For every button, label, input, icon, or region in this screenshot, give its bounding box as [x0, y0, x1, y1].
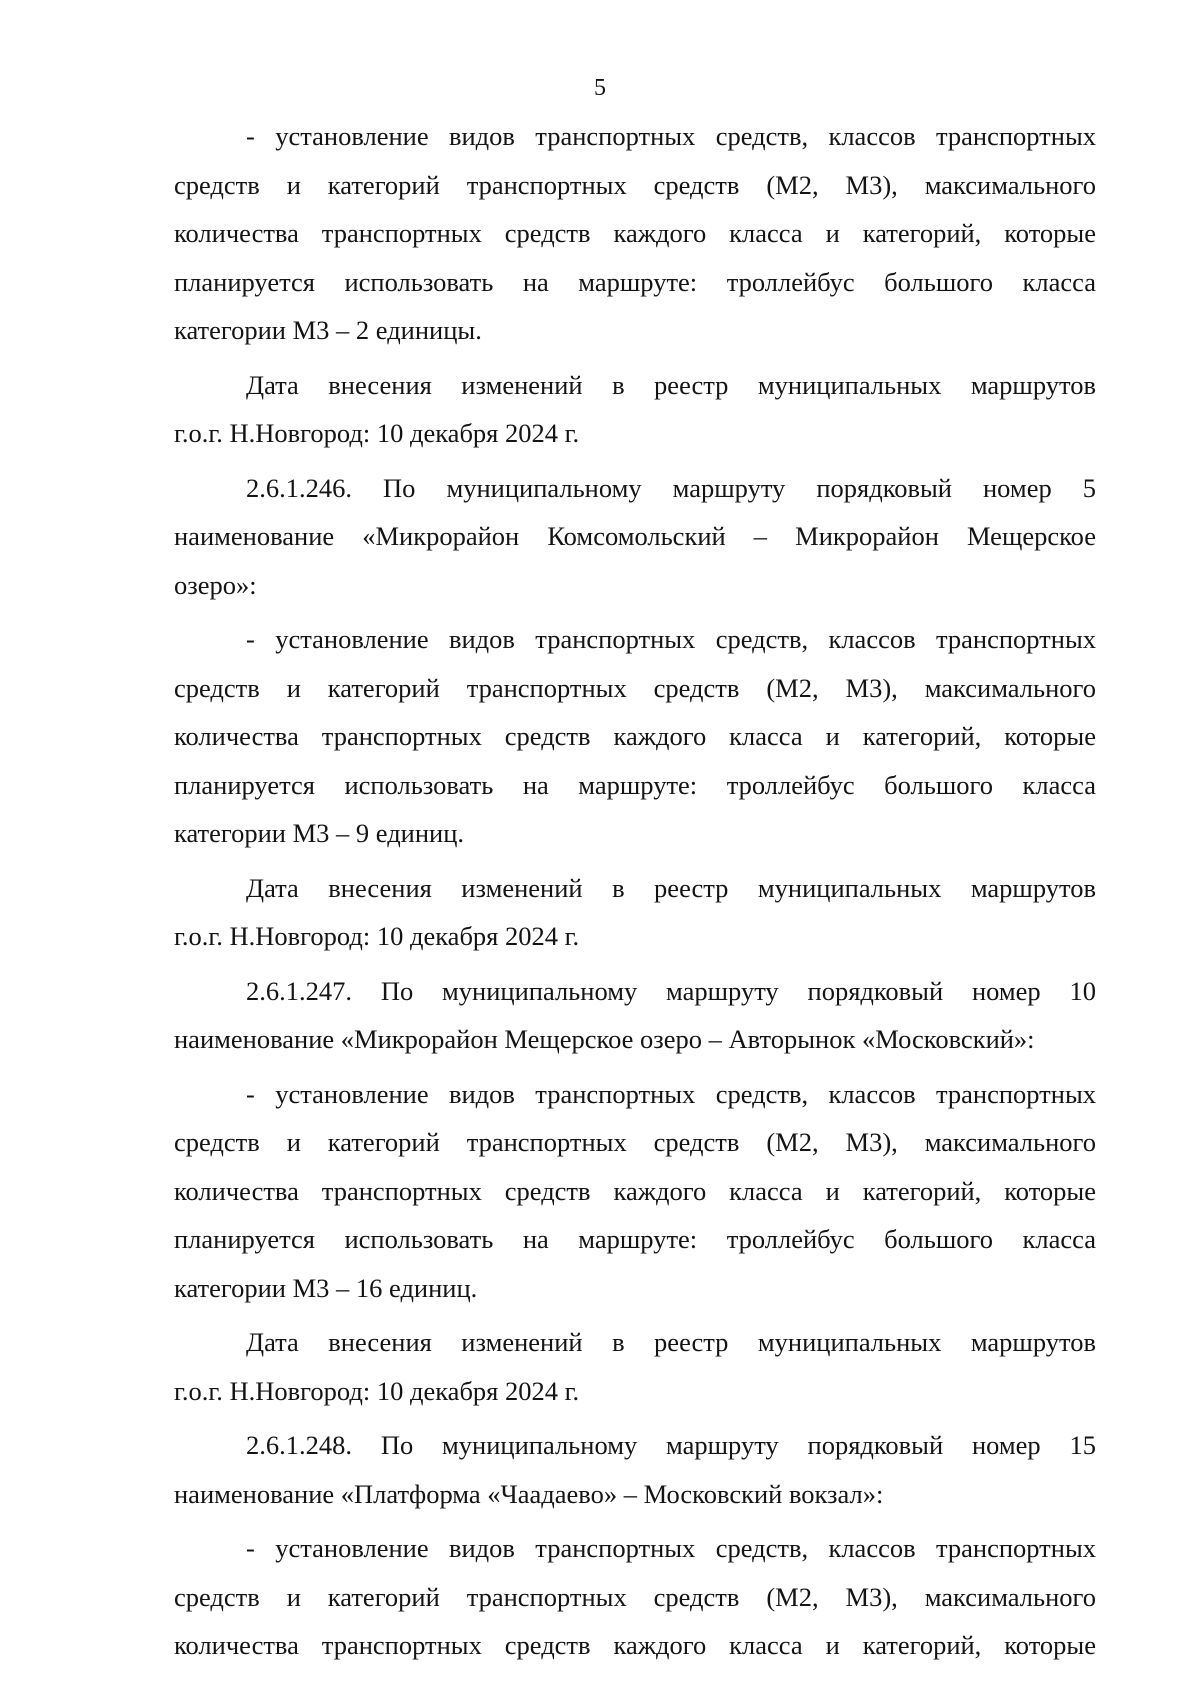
paragraph — [174, 1524, 1096, 1670]
text-line: категории М3 – 2 единицы. — [174, 315, 482, 345]
text-line: г.о.г. Н.Новгород: 10 декабря 2024 г. — [174, 921, 580, 951]
text-line: - установление видов транспортных средств, классов транспортных — [246, 1078, 1096, 1109]
text-line: планируется использовать на маршруте: троллейбус большого класса — [174, 769, 1096, 800]
text-line: количества транспортных средств каждого класса и категорий, которые — [174, 1175, 1096, 1206]
text-line: средств и категорий транспортных средств (М2, М3), максимального — [174, 1581, 1096, 1612]
text-line: средств и категорий транспортных средств (М2, М3), максимального — [174, 672, 1096, 703]
text-line: г.о.г. Н.Новгород: 10 декабря 2024 г. — [174, 1375, 580, 1406]
text-line: средств и категорий транспортных средств (М2, М3), максимального — [174, 1127, 1096, 1157]
paragraph — [174, 864, 1096, 961]
paragraph — [174, 615, 1096, 858]
text-line: 2.6.1.246. По муниципальному маршруту порядковый номер 5 — [246, 472, 1096, 503]
page-number: 5 — [594, 75, 606, 101]
text-line: Дата внесения изменений в реестр муниципальных маршрутов — [246, 872, 1096, 903]
text-line: планируется использовать на маршруте: троллейбус большого класса — [174, 1224, 1096, 1254]
text-line: 2.6.1.247. По муниципальному маршруту порядковый номер 10 — [246, 975, 1096, 1006]
paragraph — [174, 361, 1096, 458]
text-line: количества транспортных средств каждого класса и категорий, которые — [174, 218, 1096, 248]
text-line: г.о.г. Н.Новгород: 10 декабря 2024 г. — [174, 418, 580, 448]
text-line: количества транспортных средств каждого класса и категорий, которые — [174, 1630, 1096, 1660]
text-line: - установление видов транспортных средств, классов транспортных — [246, 121, 1096, 151]
text-line: наименование «Платформа «Чаадаево» – Московский вокзал»: — [174, 1478, 884, 1509]
text-line: категории М3 – 9 единиц. — [174, 818, 465, 848]
paragraph — [174, 464, 1096, 610]
text-line: - установление видов транспортных средств, классов транспортных — [246, 1533, 1096, 1563]
text-line: Дата внесения изменений в реестр муниципальных маршрутов — [246, 369, 1096, 400]
document-body — [174, 112, 1096, 1670]
text-line: категории М3 – 16 единиц. — [174, 1272, 478, 1303]
text-line: - установление видов транспортных средств, классов транспортных — [246, 624, 1096, 654]
text-line: планируется использовать на маршруте: троллейбус большого класса — [174, 266, 1096, 297]
text-line: наименование «Микрорайон Комсомольский – Микрорайон Мещерское — [174, 521, 1096, 551]
paragraph — [174, 112, 1096, 355]
text-line: средств и категорий транспортных средств (М2, М3), максимального — [174, 169, 1096, 200]
text-line: 2.6.1.248. По муниципальному маршруту порядковый номер 15 — [246, 1430, 1096, 1460]
text-line: наименование «Микрорайон Мещерское озеро – Авторынок «Московский»: — [174, 1024, 1035, 1054]
paragraph — [174, 967, 1096, 1064]
paragraph — [174, 1070, 1096, 1313]
paragraph — [174, 1318, 1096, 1415]
text-line: Дата внесения изменений в реестр муниципальных маршрутов — [246, 1327, 1096, 1357]
paragraph — [174, 1421, 1096, 1518]
text-line: количества транспортных средств каждого класса и категорий, которые — [174, 721, 1096, 751]
text-line: озеро»: — [174, 569, 257, 600]
